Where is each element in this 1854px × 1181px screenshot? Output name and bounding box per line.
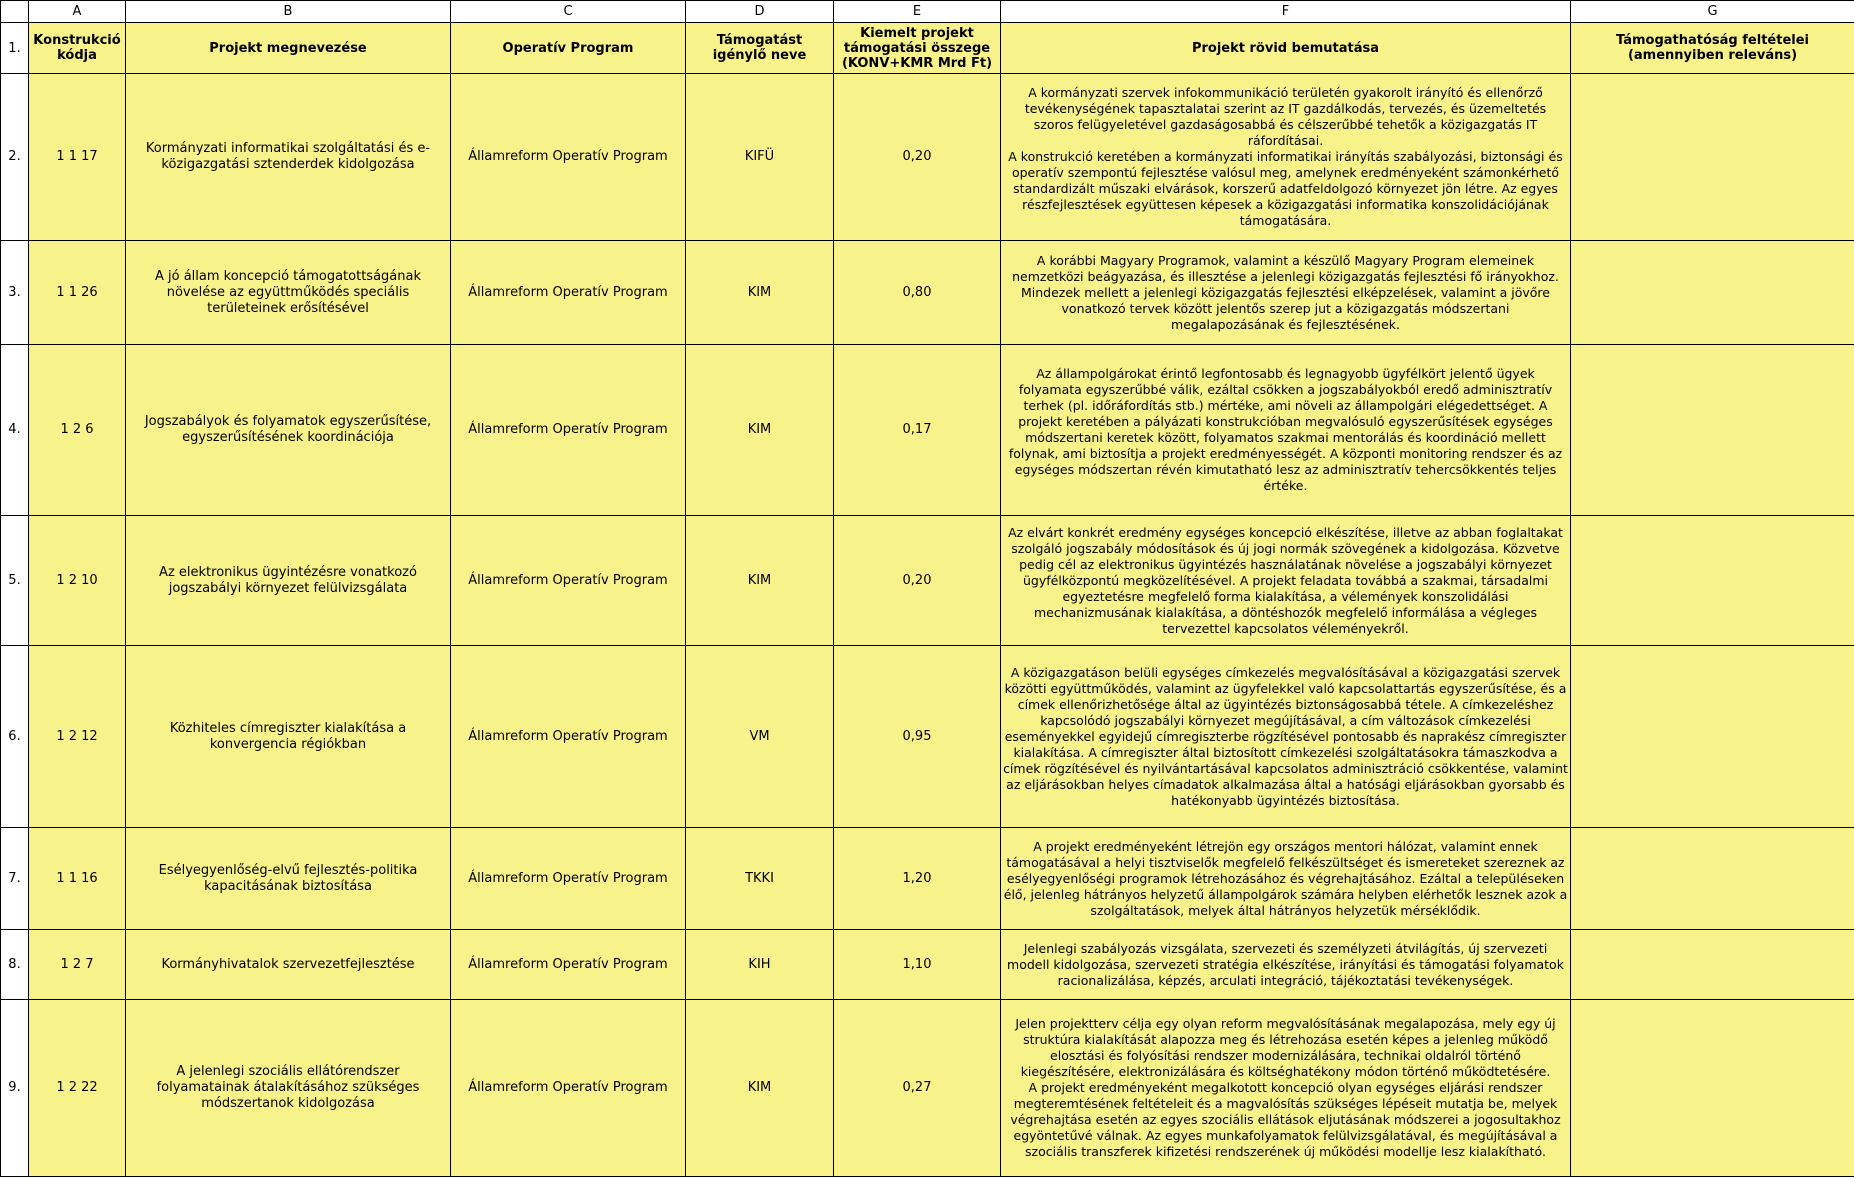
cell-program[interactable]: Államreform Operatív Program	[451, 1000, 686, 1177]
cell-amount[interactable]: 0,95	[834, 646, 1001, 828]
cell-applicant[interactable]: TKKI	[686, 828, 834, 930]
cell-amount[interactable]: 0,80	[834, 241, 1001, 345]
column-header-row	[1, 1, 1854, 23]
header-cell-applicant[interactable]: Támogatást igénylő neve	[686, 23, 834, 74]
header-cell-conditions[interactable]: Támogathatóság feltételei (amennyiben releváns)	[1571, 23, 1854, 74]
cell-name[interactable]: A jelenlegi szociális ellátórendszer folyamatainak átalakításához szükséges módszertanok kidolgozása	[126, 1000, 451, 1177]
cell-program[interactable]: Államreform Operatív Program	[451, 646, 686, 828]
cell-code[interactable]: 1 2 22	[29, 1000, 126, 1177]
table-row	[1, 1000, 1854, 1177]
table-row	[1, 646, 1854, 828]
cell-program[interactable]: Államreform Operatív Program	[451, 930, 686, 1000]
cell-description[interactable]: Jelenlegi szabályozás vizsgálata, szervezeti és személyzeti átvilágítás, új szervezeti modell kidolgozása, szervezeti stratégia elkészítése, irányítási és támogatási folyamatok racionalizálása, képzés, arculati integráció, tájékoztatási tevékenységek.	[1001, 930, 1571, 1000]
column-header-b[interactable]: B	[126, 1, 451, 23]
cell-description[interactable]: Az elvárt konkrét eredmény egységes koncepció elkészítése, illetve az abban foglaltakat szolgáló jogszabály módosítások és új jogi normák szövegének a kidolgozása. Közvetve pedig cél az elektronikus ügyintézés használatának növelése a jogszabályi környezet ügyfélközpontú megközelítésével. A projekt feladata továbbá a szakmai, társadalmi egyeztetésre megfelelő forma kialakítása, a vélemények konszolidálási mechanizmusának kialakítása, a döntéshozók megfelelő informálása a végleges tervezettel kapcsolatos véleményekről.	[1001, 516, 1571, 646]
column-header-f[interactable]: F	[1001, 1, 1571, 23]
cell-applicant[interactable]: KIFÜ	[686, 74, 834, 241]
cell-description[interactable]: A közigazgatáson belüli egységes címkezelés megvalósításával a közigazgatási szervek közötti együttműködés, valamint az ügyfelekkel való kapcsolattartás egyszerűsítése, és a címek ellenőrizhetősége által az ügyintézés biztonságosabbá tétele. A címkezeléshez kapcsolódó jogszabályi környezet megújításával, a cím változások címkezelési eseményekkel egyidejű címregiszterbe rögzítésével pontosabb és naprakész címregiszter kialakítása. A címregiszter által biztosított címkezelési szolgáltatásokra támaszkodva a címek rögzítésével és nyilvántartásával kapcsolatos adminisztráció csökkentése, valamint az eljárásokban helyes címadatok alkalmazása által a hatósági eljárásokban gyorsabb és hatékonyabb ügyintézés biztosítása.	[1001, 646, 1571, 828]
table-row	[1, 241, 1854, 345]
cell-description[interactable]: Az állampolgárokat érintő legfontosabb és legnagyobb ügyfélkört jelentő ügyek folyamata egyszerűbbé válik, ezáltal csökken a jogszabályokból eredő adminisztratív terhek (pl. időráfordítás stb.) mértéke, ami növeli az állampolgári elégedettséget. A projekt keretében a pályázati konstrukcióban megvalósuló egyszerűsítések egységes módszertani keretek között, folyamatos szakmai mentorálás és koordináció mellett folynak, ami biztosítja a projekt eredményességét. A központi monitoring rendszer és az egységes módszertan révén kimutatható lesz az adminisztratív tehercsökkentés teljes értéke.	[1001, 345, 1571, 516]
table-row	[1, 516, 1854, 646]
table-row	[1, 74, 1854, 241]
row-number[interactable]: 2.	[1, 74, 29, 241]
header-cell-program[interactable]: Operatív Program	[451, 23, 686, 74]
cell-program[interactable]: Államreform Operatív Program	[451, 345, 686, 516]
cell-amount[interactable]: 1,10	[834, 930, 1001, 1000]
cell-description[interactable]: A kormányzati szervek infokommunikáció területén gyakorolt irányító és ellenőrző tevékenységének tapasztalatai szerint az IT gazdálkodás, tervezés, és üzemeltetés szoros felügyeletével gazdaságosabbá és célszerűbbé tehetők a közigazgatás IT ráfordításai. A konstrukció keretében a kormányzati informatikai irányítás szabályozási, biztonsági és operatív szempontú fejlesztése valósul meg, amelynek eredményeként számonkérhető standardizált műszaki elvárások, korszerű adatfeldolgozó környezet jön létre. Az egyes részfejlesztések együttesen képesek a közigazgatási informatika konszolidációjának támogatására.	[1001, 74, 1571, 241]
cell-name[interactable]: Közhiteles címregiszter kialakítása a konvergencia régiókban	[126, 646, 451, 828]
column-header-g[interactable]: G	[1571, 1, 1854, 23]
cell-amount[interactable]: 0,27	[834, 1000, 1001, 1177]
cell-applicant[interactable]: KIM	[686, 1000, 834, 1177]
cell-conditions[interactable]	[1571, 646, 1854, 828]
cell-applicant[interactable]: KIM	[686, 516, 834, 646]
cell-code[interactable]: 1 1 16	[29, 828, 126, 930]
header-cell-description[interactable]: Projekt rövid bemutatása	[1001, 23, 1571, 74]
cell-amount[interactable]: 0,20	[834, 74, 1001, 241]
row-number[interactable]: 6.	[1, 646, 29, 828]
row-number[interactable]: 9.	[1, 1000, 29, 1177]
table-row	[1, 345, 1854, 516]
cell-code[interactable]: 1 2 6	[29, 345, 126, 516]
cell-name[interactable]: Kormányzati informatikai szolgáltatási és e-közigazgatási sztenderdek kidolgozása	[126, 74, 451, 241]
cell-program[interactable]: Államreform Operatív Program	[451, 828, 686, 930]
cell-applicant[interactable]: KIH	[686, 930, 834, 1000]
cell-conditions[interactable]	[1571, 74, 1854, 241]
cell-program[interactable]: Államreform Operatív Program	[451, 74, 686, 241]
cell-code[interactable]: 1 2 10	[29, 516, 126, 646]
row-number[interactable]: 1.	[1, 23, 29, 74]
column-header-d[interactable]: D	[686, 1, 834, 23]
cell-code[interactable]: 1 1 17	[29, 74, 126, 241]
select-all-corner[interactable]	[1, 1, 29, 23]
row-number[interactable]: 5.	[1, 516, 29, 646]
cell-amount[interactable]: 1,20	[834, 828, 1001, 930]
column-header-e[interactable]: E	[834, 1, 1001, 23]
cell-code[interactable]: 1 2 12	[29, 646, 126, 828]
cell-name[interactable]: A jó állam koncepció támogatottságának növelése az együttműködés speciális területeinek erősítésével	[126, 241, 451, 345]
row-number[interactable]: 4.	[1, 345, 29, 516]
cell-conditions[interactable]	[1571, 241, 1854, 345]
row-number[interactable]: 7.	[1, 828, 29, 930]
cell-description[interactable]: A projekt eredményeként létrejön egy országos mentori hálózat, valamint ennek támogatásával a helyi tisztviselők megfelelő felkészültséget és ismereteket szereznek az esélyegyenlőségi programok létrehozásához és végrehajtásához. Ezáltal a településeken élő, jelenleg hátrányos helyzetű állampolgárok számára helyben elérhetők lesznek azok a szolgáltatások, melyek által hátrányos helyzetük mérséklődik.	[1001, 828, 1571, 930]
table-row	[1, 930, 1854, 1000]
cell-program[interactable]: Államreform Operatív Program	[451, 241, 686, 345]
header-cell-amount[interactable]: Kiemelt projekt támogatási összege (KONV+KMR Mrd Ft)	[834, 23, 1001, 74]
cell-applicant[interactable]: KIM	[686, 345, 834, 516]
cell-amount[interactable]: 0,17	[834, 345, 1001, 516]
cell-applicant[interactable]: VM	[686, 646, 834, 828]
cell-conditions[interactable]	[1571, 345, 1854, 516]
table-header-row	[1, 23, 1854, 74]
cell-applicant[interactable]: KIM	[686, 241, 834, 345]
row-number[interactable]: 3.	[1, 241, 29, 345]
cell-conditions[interactable]	[1571, 930, 1854, 1000]
column-header-a[interactable]: A	[29, 1, 126, 23]
cell-code[interactable]: 1 1 26	[29, 241, 126, 345]
cell-name[interactable]: Jogszabályok és folyamatok egyszerűsítése, egyszerűsítésének koordinációja	[126, 345, 451, 516]
cell-name[interactable]: Az elektronikus ügyintézésre vonatkozó jogszabályi környezet felülvizsgálata	[126, 516, 451, 646]
column-header-c[interactable]: C	[451, 1, 686, 23]
cell-conditions[interactable]	[1571, 1000, 1854, 1177]
cell-description[interactable]: Jelen projektterv célja egy olyan reform megvalósításának megalapozása, mely egy új struktúra kialakítását alapozza meg és létrehozása esetén képes a jelenleg működő elosztási és folyósítási rendszer modernizálására, technikai oldalról történő kiegészítésére, elektronizálására és költséghatékony módon történő működtetésére. A projekt eredményeként megalkotott koncepció olyan egységes eljárási rendszer megteremtésének feltételeit és a magvalósítás szükséges lépéseit mutatja be, melyek végrehajtása esetén az egyes szociális ellátások eljutásának módszerei a jogosultakhoz egyöntetűvé válnak. Az egyes munkafolyamatok felülvizsgálatával, és megújításával a szociális transzferek kifizetési rendszerének új működési modellje lesz kialakítható.	[1001, 1000, 1571, 1177]
cell-name[interactable]: Kormányhivatalok szervezetfejlesztése	[126, 930, 451, 1000]
cell-description[interactable]: A korábbi Magyary Programok, valamint a készülő Magyary Program elemeinek nemzetközi beágyazása, és illesztése a jelenlegi közigazgatás fejlesztési fő irányokhoz. Mindezek mellett a jelenlegi közigazgatás fejlesztési elképzelések, valamint a jövőre vonatkozó tervek között jelentős szerep jut a közigazgatás módszertani megalapozásának és fejlesztésének.	[1001, 241, 1571, 345]
header-cell-code[interactable]: Konstrukció kódja	[29, 23, 126, 74]
cell-code[interactable]: 1 2 7	[29, 930, 126, 1000]
cell-program[interactable]: Államreform Operatív Program	[451, 516, 686, 646]
cell-conditions[interactable]	[1571, 828, 1854, 930]
cell-name[interactable]: Esélyegyenlőség-elvű fejlesztés-politika kapacitásának biztosítása	[126, 828, 451, 930]
cell-conditions[interactable]	[1571, 516, 1854, 646]
header-cell-name[interactable]: Projekt megnevezése	[126, 23, 451, 74]
table-row	[1, 828, 1854, 930]
row-number[interactable]: 8.	[1, 930, 29, 1000]
cell-amount[interactable]: 0,20	[834, 516, 1001, 646]
